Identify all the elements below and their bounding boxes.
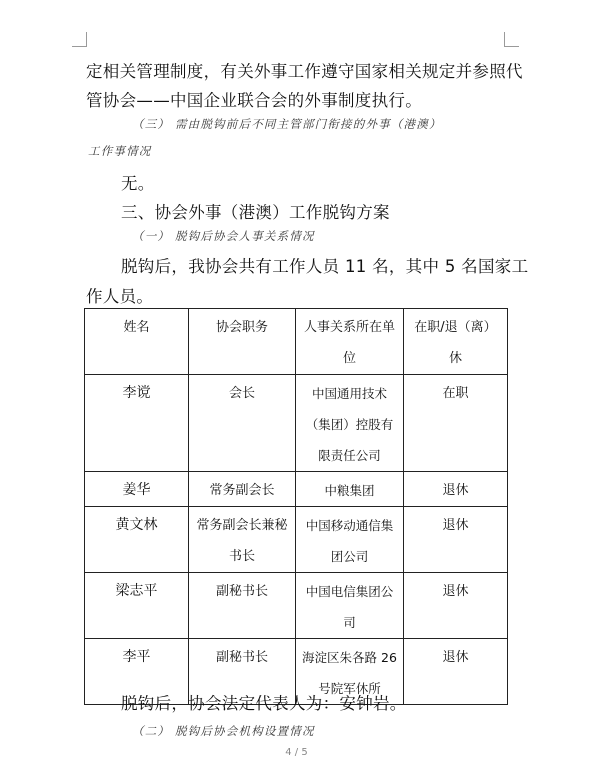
table-cell: 黄文林	[85, 507, 189, 573]
table-header-cell: 姓名	[85, 309, 189, 375]
table-row	[85, 507, 508, 573]
body-line: 脱钩后，协会法定代表人为：安钟岩。	[121, 694, 407, 713]
table-cell: 李平	[85, 639, 189, 705]
page-number: 4 / 5	[285, 747, 308, 758]
table-cell: 梁志平	[85, 573, 189, 639]
table-cell: 在职	[404, 375, 508, 472]
crop-mark-top-right	[504, 32, 519, 47]
table-cell: 副秘书长	[189, 573, 296, 639]
body-line: 作人员。	[86, 287, 154, 306]
table-cell: 海淀区朱各路 26 号院军休所	[296, 639, 404, 705]
table-header-cell: 在职/退（离）休	[404, 309, 508, 375]
table-cell: 退休	[404, 639, 508, 705]
body-line: 定相关管理制度，有关外事工作遵守国家相关规定并参照代	[86, 62, 523, 81]
table-row	[85, 472, 508, 507]
handwritten-subheading: （二） 脱钩后协会机构设置情况	[132, 724, 315, 738]
table-cell: 常务副会长	[189, 472, 296, 507]
table-header-cell: 人事关系所在单位	[296, 309, 404, 375]
crop-mark-top-left	[72, 32, 87, 47]
table-row	[85, 375, 508, 472]
handwritten-subheading: （一） 脱钩后协会人事关系情况	[132, 229, 315, 243]
table-cell: 会长	[189, 375, 296, 472]
table-cell: 中国电信集团公司	[296, 573, 404, 639]
table-header-cell: 协会职务	[189, 309, 296, 375]
table-cell: 中粮集团	[296, 472, 404, 507]
handwritten-heading: （三） 需由脱钩前后不同主管部门衔接的外事（港澳）	[132, 117, 442, 131]
table-header-row	[85, 309, 508, 375]
table-cell: 中国通用技术（集团）控股有限责任公司	[296, 375, 404, 472]
staff-table	[84, 308, 508, 705]
table-cell: 姜华	[85, 472, 189, 507]
body-line: 管协会——中国企业联合会的外事制度执行。	[86, 91, 422, 110]
table-cell: 常务副会长兼秘书长	[189, 507, 296, 573]
table-row	[85, 573, 508, 639]
table-cell: 退休	[404, 507, 508, 573]
section-heading: 三、协会外事（港澳）工作脱钩方案	[121, 203, 390, 222]
table-cell: 副秘书长	[189, 639, 296, 705]
table-cell: 李谠	[85, 375, 189, 472]
table-cell: 中国移动通信集团公司	[296, 507, 404, 573]
body-line: 无。	[121, 174, 155, 193]
handwritten-heading-cont: 工作事情况	[88, 144, 152, 158]
body-line: 脱钩后，我协会共有工作人员 11 名，其中 5 名国家工	[121, 257, 529, 276]
table-cell: 退休	[404, 472, 508, 507]
table-cell: 退休	[404, 573, 508, 639]
